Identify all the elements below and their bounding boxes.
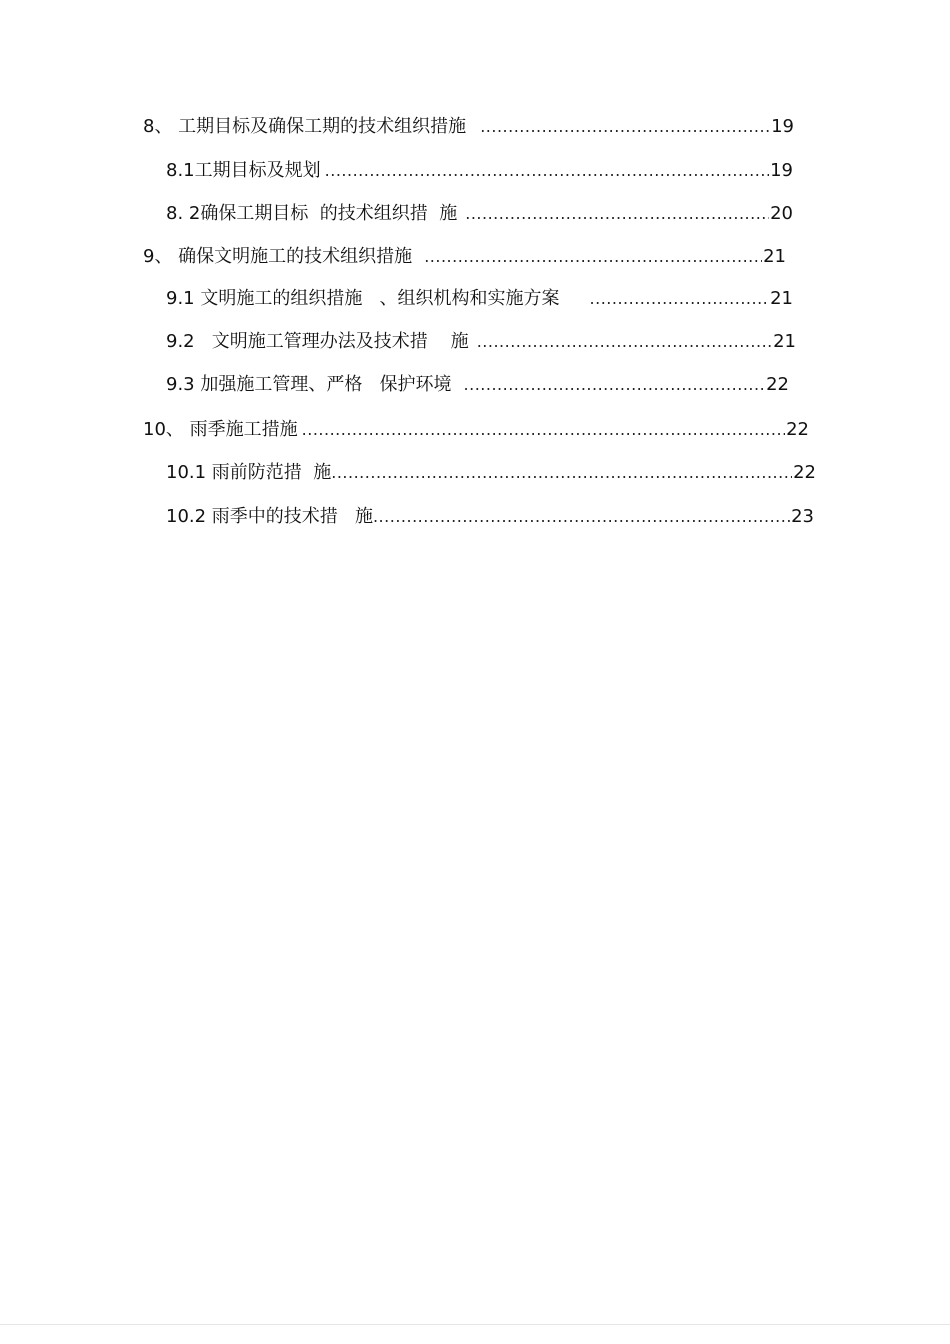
toc-entry-9-1 xyxy=(166,286,793,312)
toc-leader-dots xyxy=(590,286,770,312)
toc-entry-10-2 xyxy=(166,504,814,530)
toc-page-number: 21 xyxy=(770,288,793,309)
toc-entry-8-2 xyxy=(166,201,793,227)
toc-page-number: 21 xyxy=(763,246,786,267)
toc-entry-8-1 xyxy=(166,158,793,184)
toc-page-number: 21 xyxy=(773,331,796,352)
toc-entry-label: 10.2 雨季中的技术措 施 xyxy=(166,506,373,527)
toc-leader-dots xyxy=(464,372,766,398)
toc-page-number: 19 xyxy=(771,116,794,137)
toc-entry-8 xyxy=(143,114,794,140)
toc-page-number: 22 xyxy=(766,374,789,395)
toc-entry-label: 9.3 加强施工管理、严格 保护环境 xyxy=(166,374,452,395)
toc-entry-label: 10、 雨季施工措施 xyxy=(143,419,298,440)
toc-page-number: 20 xyxy=(770,203,793,224)
toc-entry-10-1 xyxy=(166,460,816,486)
toc-leader-dots xyxy=(325,158,769,184)
page-bottom-divider xyxy=(0,1324,950,1325)
toc-leader-dots xyxy=(465,201,769,227)
toc-leader-dots xyxy=(480,114,770,140)
toc-page-number: 22 xyxy=(793,462,816,483)
toc-page-number: 19 xyxy=(770,160,793,181)
toc-leader-dots xyxy=(302,417,785,443)
toc-entry-label: 9.1 文明施工的组织措施 、组织机构和实施方案 xyxy=(166,288,560,309)
toc-page-number: 23 xyxy=(791,506,814,527)
toc-entry-9 xyxy=(143,244,786,270)
toc-leader-dots xyxy=(424,244,762,270)
toc-leader-dots xyxy=(331,460,792,486)
toc-entry-label: 8.1工期目标及规划 xyxy=(166,160,321,181)
toc-entry-9-3 xyxy=(166,372,789,398)
toc-entry-label: 8、 工期目标及确保工期的技术组织措施 xyxy=(143,116,467,137)
toc-entry-label: 9.2 文明施工管理办法及技术措 施 xyxy=(166,331,469,352)
toc-leader-dots xyxy=(373,504,790,530)
toc-entry-10 xyxy=(143,417,809,443)
toc-leader-dots xyxy=(477,329,772,355)
toc-page-number: 22 xyxy=(786,419,809,440)
toc-entry-label: 8. 2确保工期目标 的技术组织措 施 xyxy=(166,203,458,224)
toc-entry-label: 9、 确保文明施工的技术组织措施 xyxy=(143,246,413,267)
toc-entry-9-2 xyxy=(166,329,796,355)
toc-entry-label: 10.1 雨前防范措 施 xyxy=(166,462,332,483)
